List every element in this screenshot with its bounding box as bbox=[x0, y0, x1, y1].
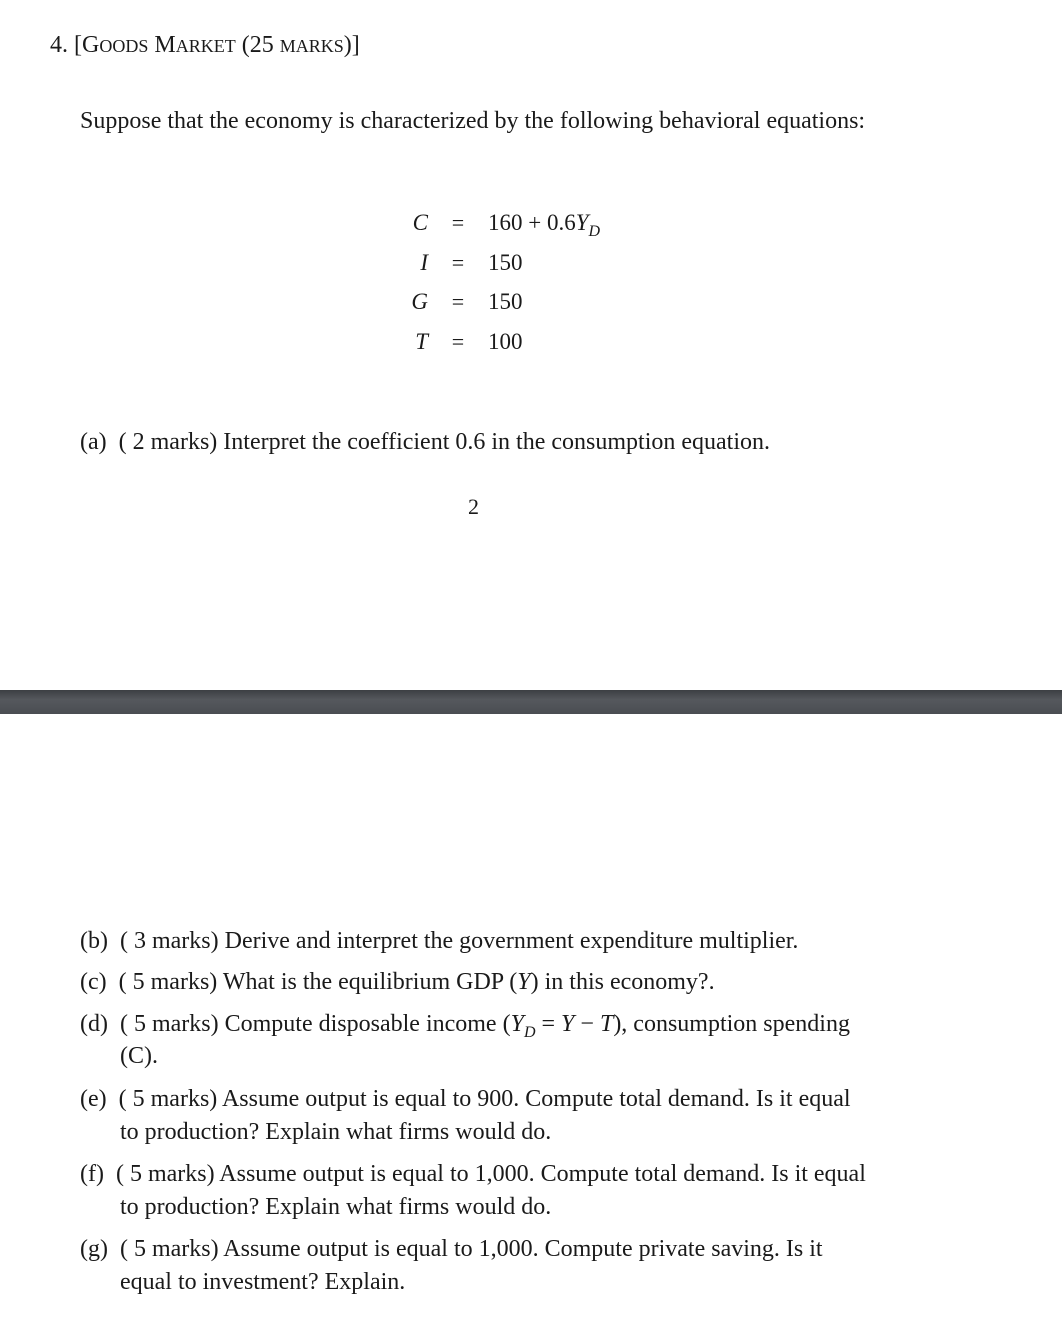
equation-equals: = bbox=[451, 329, 465, 354]
equation-row bbox=[388, 210, 601, 240]
part-var-y: Y bbox=[517, 969, 531, 995]
equation-rhs: 100 bbox=[488, 329, 523, 354]
heading-oods: OODS bbox=[99, 36, 149, 56]
part-a bbox=[80, 429, 770, 456]
equation-rhs bbox=[488, 210, 601, 240]
heading-m: M bbox=[154, 32, 176, 58]
part-d-line2: (C). bbox=[120, 1043, 158, 1069]
part-var-y: Y bbox=[510, 1011, 524, 1037]
part-text-2: = bbox=[535, 1011, 562, 1037]
question-number: 4. bbox=[50, 32, 68, 58]
part-text-1: ( 5 marks) Compute disposable income ( bbox=[119, 1011, 511, 1037]
part-text: ( 5 marks) Assume output is equal to 900. Compute total demand. Is it equal bbox=[118, 1086, 851, 1112]
equation-row bbox=[388, 289, 523, 315]
equation-rhs-var: Y bbox=[575, 210, 589, 235]
question-heading bbox=[50, 32, 360, 59]
part-e bbox=[80, 1086, 851, 1113]
part-label: (b) bbox=[80, 928, 108, 954]
equation-row bbox=[388, 250, 523, 276]
equation-row bbox=[388, 329, 523, 355]
equation-lhs: I bbox=[420, 250, 428, 275]
part-var-y2: Y bbox=[561, 1011, 575, 1037]
part-g bbox=[80, 1236, 823, 1263]
equation-rhs: 150 bbox=[488, 289, 523, 314]
part-text-3: − bbox=[574, 1011, 600, 1037]
part-text-2: ) in this economy?. bbox=[530, 969, 715, 995]
page-divider bbox=[0, 690, 1062, 714]
equation-lhs: C bbox=[412, 210, 428, 235]
part-text: ( 5 marks) Assume output is equal to 1,000. Compute total demand. Is it equal bbox=[115, 1161, 866, 1187]
part-text: ( 2 marks) Interpret the coefficient 0.6 in the consumption equation. bbox=[118, 429, 771, 455]
part-b bbox=[80, 928, 798, 955]
part-d bbox=[80, 1011, 850, 1041]
part-text bbox=[119, 969, 715, 995]
part-text-1: ( 5 marks) What is the equilibrium GDP ( bbox=[118, 969, 518, 995]
cut-off-previous-text bbox=[190, 0, 620, 2]
part-var-t: T bbox=[599, 1011, 614, 1037]
heading-marks: MARKS bbox=[279, 36, 344, 56]
equation-lhs: G bbox=[411, 289, 428, 314]
intro-text: Suppose that the economy is characterized by the following behavioral equations: bbox=[80, 108, 866, 134]
equation-rhs: 150 bbox=[488, 250, 523, 275]
part-text: ( 3 marks) Derive and interpret the government expenditure multiplier. bbox=[119, 928, 799, 954]
equation-equals: = bbox=[451, 210, 465, 235]
part-label: (f) bbox=[80, 1161, 104, 1187]
heading-arket: ARKET bbox=[175, 36, 236, 56]
equation-equals: = bbox=[451, 289, 465, 314]
part-text-4: ), consumption spending bbox=[613, 1011, 850, 1037]
heading-close: )] bbox=[343, 32, 360, 58]
equation-equals: = bbox=[451, 250, 465, 275]
part-var-sub: D bbox=[523, 1024, 536, 1041]
part-label: (e) bbox=[80, 1086, 107, 1112]
part-text bbox=[119, 1011, 850, 1041]
heading-paren: (25 bbox=[241, 32, 274, 58]
part-f-line2: to production? Explain what firms would do. bbox=[120, 1194, 552, 1220]
heading-g: G bbox=[82, 32, 100, 58]
part-label: (g) bbox=[80, 1236, 108, 1262]
equation-rhs-constant: 160 + 0.6 bbox=[488, 210, 576, 235]
heading-open-bracket: [ bbox=[74, 32, 82, 58]
equation-lhs: T bbox=[415, 329, 428, 354]
part-label: (c) bbox=[80, 969, 107, 995]
part-g-line2: equal to investment? Explain. bbox=[120, 1269, 406, 1295]
part-label: (d) bbox=[80, 1011, 108, 1037]
part-text: ( 5 marks) Assume output is equal to 1,000. Compute private saving. Is it bbox=[119, 1236, 823, 1262]
page-number: 2 bbox=[468, 494, 479, 519]
part-e-line2: to production? Explain what firms would do. bbox=[120, 1119, 552, 1145]
equation-rhs-sub: D bbox=[588, 223, 601, 240]
part-label: (a) bbox=[80, 429, 107, 455]
part-c bbox=[80, 969, 715, 996]
part-f bbox=[80, 1161, 866, 1188]
